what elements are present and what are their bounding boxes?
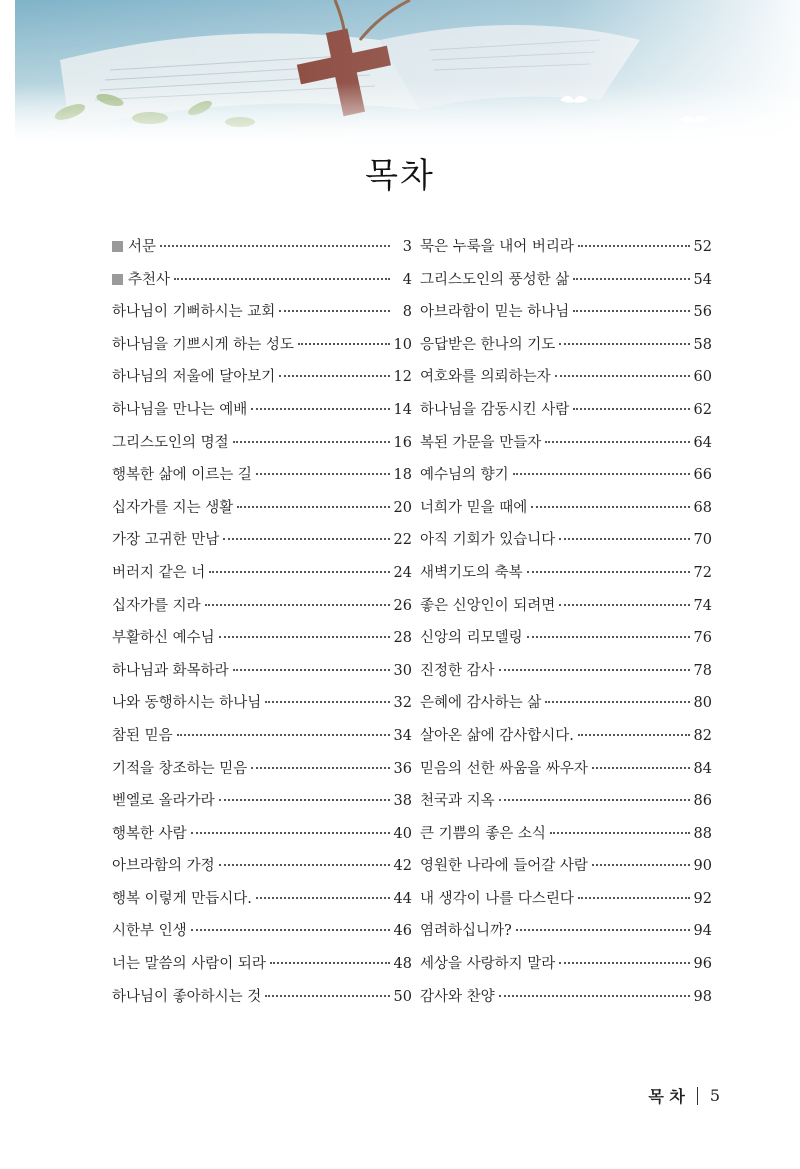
toc-entry-title-text: 아브라함의 가정 [112, 858, 215, 875]
toc-entry-title [420, 464, 509, 486]
toc-entry [112, 529, 412, 562]
header-banner-image [0, 0, 800, 150]
toc-entry [420, 725, 712, 758]
dot-leader [191, 929, 390, 931]
toc-entry-title [420, 920, 512, 942]
toc-entry-page: 86 [693, 793, 712, 810]
toc-entry-title [420, 692, 541, 714]
toc-entry-title [112, 269, 170, 291]
toc-entry-title [112, 301, 275, 323]
toc-entry-title [420, 399, 569, 421]
dot-leader [233, 669, 390, 671]
toc-entry [420, 855, 712, 888]
toc-entry-title-text: 내 생각이 나를 다스린다 [420, 890, 574, 907]
dot-leader [559, 962, 689, 964]
toc-entry-page: 74 [693, 597, 712, 614]
dot-leader [237, 506, 389, 508]
toc-entry-title-text: 은혜에 감사하는 삶 [420, 695, 542, 712]
toc-entry-title-text: 하나님과 화목하라 [112, 662, 229, 679]
toc-entry-page: 20 [393, 499, 412, 516]
toc-entry [420, 823, 712, 856]
toc-entry-page: 3 [402, 239, 412, 255]
toc-entry [420, 920, 712, 953]
toc-entry [420, 986, 712, 1019]
toc-entry [112, 986, 412, 1019]
toc-entry-title [420, 497, 527, 519]
toc-entry-title [420, 986, 495, 1008]
toc-entry [112, 432, 412, 465]
toc-entry-title-text: 벧엘로 올라가라 [112, 793, 215, 810]
toc-entry-page: 80 [693, 695, 712, 712]
toc-entry-page: 52 [693, 239, 712, 255]
toc-entry-title [112, 920, 187, 942]
dot-leader [531, 506, 689, 508]
toc-entry [112, 366, 412, 399]
toc-entry-title-text: 살아온 삶에 감사합시다. [420, 727, 574, 744]
toc-entry [420, 529, 712, 562]
dot-leader [219, 636, 390, 638]
toc-entry-title-text: 염려하십니까? [420, 923, 512, 940]
dot-leader [513, 473, 690, 475]
toc-entry-title [420, 366, 551, 388]
toc-entry [112, 269, 412, 302]
dot-leader [279, 310, 390, 312]
toc-entry-title [112, 562, 205, 584]
page-footer [648, 1084, 720, 1107]
toc-entry-title-text: 하나님을 감동시킨 사람 [420, 401, 570, 418]
dot-leader [573, 310, 689, 312]
toc-entry-page: 18 [393, 467, 412, 484]
footer-section-label: 목 차 [648, 1087, 685, 1106]
toc-entry-title [112, 823, 187, 845]
toc-entry-title-text: 감사와 찬양 [420, 988, 495, 1005]
toc-entry-title [112, 725, 173, 747]
toc-entry-title-text: 부활하신 예수님 [112, 630, 215, 647]
toc-entry-title [112, 497, 233, 519]
toc-entry-page: 22 [393, 532, 412, 549]
toc-entry-title [420, 790, 495, 812]
toc-entry-title [420, 855, 588, 877]
toc-entry-title-text: 너희가 믿을 때에 [420, 499, 528, 516]
dot-leader [205, 604, 390, 606]
toc-entry [420, 758, 712, 791]
toc-entry-title [112, 660, 229, 682]
toc-entry-title-text: 천국과 지옥 [420, 793, 495, 810]
dot-leader [499, 799, 690, 801]
toc-entry-title-text: 응답받은 한나의 기도 [420, 336, 556, 353]
toc-entry-title-text: 복된 가문을 만들자 [420, 434, 542, 451]
toc-entry-title [112, 399, 247, 421]
toc-entry-title [112, 888, 252, 910]
toc-entry [112, 399, 412, 432]
page-title: 목차 [365, 156, 435, 196]
toc-entry [420, 269, 712, 302]
dot-leader [219, 799, 390, 801]
toc-entry [112, 660, 412, 693]
toc-entry-title-text: 좋은 신앙인이 되려면 [420, 597, 556, 614]
dot-leader [209, 571, 389, 573]
toc-entry-title-text: 행복한 삶에 이르는 길 [112, 467, 252, 484]
footer-page-number: 5 [709, 1086, 720, 1105]
toc-entry [420, 366, 712, 399]
dot-leader [592, 767, 690, 769]
toc-entry-title [420, 758, 588, 780]
toc-entry [112, 301, 412, 334]
toc-entry-page: 36 [393, 760, 412, 777]
toc-entry [420, 399, 712, 432]
toc-entry-page: 38 [393, 793, 412, 810]
toc-entry [112, 920, 412, 953]
toc-entry [112, 497, 412, 530]
toc-entry-title [112, 432, 229, 454]
toc-entry-page: 76 [693, 630, 712, 647]
dot-leader [223, 538, 389, 540]
toc-entry-page: 66 [693, 467, 712, 484]
toc-entry-title-text: 예수님의 향기 [420, 467, 509, 484]
toc-entry-title [112, 953, 266, 975]
toc-entry [112, 692, 412, 725]
toc-entry-page: 68 [693, 499, 712, 516]
toc-entry [420, 888, 712, 921]
toc-entry [112, 334, 412, 367]
toc-entry-title [420, 236, 574, 258]
toc-entry-page: 28 [393, 630, 412, 647]
toc-entry [112, 953, 412, 986]
dot-leader [559, 538, 689, 540]
toc-entry [420, 432, 712, 465]
toc-entry-title [420, 888, 574, 910]
dot-leader [516, 929, 690, 931]
toc-entry [112, 888, 412, 921]
toc-entry-page: 64 [693, 434, 712, 451]
square-bullet-icon [112, 241, 123, 252]
toc-entry-title [112, 595, 201, 617]
toc-entry-title-text: 참된 믿음 [112, 727, 173, 744]
toc-entry-title-text: 묵은 누룩을 내어 버리라 [420, 239, 574, 255]
toc-entry-title-text: 그리스도인의 명절 [112, 434, 229, 451]
dot-leader [270, 962, 390, 964]
toc-entry-title-text: 시한부 인생 [112, 923, 187, 940]
toc-entry [112, 725, 412, 758]
toc-entry-title-text: 행복 이렇게 만듭시다. [112, 890, 252, 907]
toc-entry-page: 78 [693, 662, 712, 679]
dot-leader [559, 604, 689, 606]
toc-entry-title [112, 464, 252, 486]
dot-leader [555, 375, 690, 377]
toc-entry-title [420, 953, 555, 975]
toc-entry-title [112, 236, 156, 258]
toc-entry-title [112, 529, 219, 551]
toc-entry [420, 236, 712, 269]
dot-leader [298, 343, 390, 345]
toc-entry-title-text: 아직 기회가 있습니다 [420, 532, 556, 549]
dot-leader [219, 864, 390, 866]
toc-entry-page: 26 [393, 597, 412, 614]
toc-entry [420, 692, 712, 725]
dot-leader [191, 832, 390, 834]
toc-entry-page: 92 [693, 890, 712, 907]
toc-entry-title [420, 627, 523, 649]
toc-entry-title-text: 신앙의 리모델링 [420, 630, 523, 647]
toc-entry [420, 660, 712, 693]
toc-entry [420, 790, 712, 823]
toc-entry-page: 46 [393, 923, 412, 940]
toc-entry-title-text: 영원한 나라에 들어갈 사람 [420, 858, 588, 875]
toc-entry-title-text: 가장 고귀한 만남 [112, 532, 220, 549]
toc-entry-title [112, 855, 215, 877]
toc-entry-page: 42 [393, 858, 412, 875]
toc-entry-page: 62 [693, 401, 712, 418]
toc-entry-page: 40 [393, 825, 412, 842]
toc-entry-title-text: 아브라함이 믿는 하나님 [420, 304, 570, 321]
toc-entry-title [112, 790, 215, 812]
toc-entry-title-text: 서문 [128, 239, 157, 255]
toc-entry-title [420, 660, 495, 682]
toc-entry-title-text: 하나님을 기쁘시게 하는 성도 [112, 336, 294, 353]
toc-entry-title [420, 301, 569, 323]
toc-entry-page: 58 [693, 336, 712, 353]
toc-entry-title-text: 하나님을 만나는 예배 [112, 401, 248, 418]
dot-leader [265, 701, 389, 703]
dot-leader [573, 278, 689, 280]
toc-entry-page: 4 [402, 271, 412, 288]
toc-entry-title [420, 823, 546, 845]
dot-leader [545, 441, 689, 443]
toc-entry [420, 627, 712, 660]
toc-entry-title-text: 진정한 감사 [420, 662, 495, 679]
toc-entry-title-text: 세상을 사랑하지 말라 [420, 956, 556, 973]
toc-left-column [112, 236, 412, 1018]
toc-entry-title-text: 나와 동행하시는 하나님 [112, 695, 262, 712]
toc-entry [112, 627, 412, 660]
dot-leader [265, 995, 389, 997]
toc-entry-title-text: 큰 기쁨의 좋은 소식 [420, 825, 546, 842]
toc-entry-page: 88 [693, 825, 712, 842]
toc-entry-title-text: 행복한 사람 [112, 825, 187, 842]
dot-leader [251, 408, 389, 410]
toc-entry [112, 823, 412, 856]
toc-entry [112, 595, 412, 628]
toc-entry-title [420, 725, 574, 747]
toc-entry-title-text: 추천사 [128, 271, 171, 288]
toc-entry-page: 30 [393, 662, 412, 679]
toc-entry-title [112, 692, 261, 714]
toc-entry-title [420, 269, 569, 291]
toc-entry [112, 758, 412, 791]
toc-entry-page: 16 [393, 434, 412, 451]
dot-leader [578, 734, 690, 736]
toc-entry-page: 94 [693, 923, 712, 940]
toc-entry-title-text: 여호와를 의뢰하는자 [420, 369, 551, 386]
toc-entry-title [420, 562, 523, 584]
toc-entry-title-text: 버러지 같은 너 [112, 564, 206, 581]
toc-entry-page: 70 [693, 532, 712, 549]
toc-entry-page: 56 [693, 304, 712, 321]
toc-entry-title-text: 믿음의 선한 싸움을 싸우자 [420, 760, 588, 777]
toc-entry-title [420, 334, 555, 356]
dot-leader [527, 636, 690, 638]
toc-entry-title-text: 십자가를 지라 [112, 597, 201, 614]
toc-entry-page: 90 [693, 858, 712, 875]
footer-divider [697, 1087, 698, 1105]
dot-leader [499, 669, 690, 671]
dot-leader [550, 832, 690, 834]
toc-entry [112, 790, 412, 823]
toc-entry-title-text: 그리스도인의 풍성한 삶 [420, 271, 570, 288]
toc-entry [112, 562, 412, 595]
dot-leader [233, 441, 390, 443]
toc-entry-title-text: 하나님이 기뻐하시는 교회 [112, 304, 276, 321]
toc-entry-title [112, 366, 275, 388]
dot-leader [578, 245, 690, 247]
toc-entry-page: 98 [693, 988, 712, 1005]
toc-entry-title-text: 십자가를 지는 생활 [112, 499, 234, 516]
toc-entry-page: 48 [393, 956, 412, 973]
dot-leader [279, 375, 389, 377]
dot-leader [160, 245, 390, 247]
toc-entry-title [112, 627, 215, 649]
toc-entry-page: 96 [693, 956, 712, 973]
dot-leader [256, 897, 390, 899]
toc-entry [420, 464, 712, 497]
dot-leader [174, 278, 390, 280]
toc-entry-page: 44 [393, 890, 412, 907]
toc-entry-page: 54 [693, 271, 712, 288]
toc-entry-title [420, 529, 555, 551]
dot-leader [177, 734, 390, 736]
toc-entry-title-text: 새벽기도의 축복 [420, 564, 523, 581]
toc-entry-title [112, 758, 247, 780]
toc-entry [420, 497, 712, 530]
toc-entry-page: 24 [393, 564, 412, 581]
toc-entry-title [112, 334, 294, 356]
toc-entry-title-text: 하나님이 좋아하시는 것 [112, 988, 262, 1005]
toc-entry-page: 50 [393, 988, 412, 1005]
toc-entry [112, 464, 412, 497]
toc-entry-title [420, 432, 541, 454]
dot-leader [256, 473, 390, 475]
toc-entry-page: 72 [693, 564, 712, 581]
dot-leader [573, 408, 689, 410]
toc-entry-title-text: 하나님의 저울에 달아보기 [112, 369, 276, 386]
toc-entry-page: 60 [693, 369, 712, 386]
dot-leader [578, 897, 690, 899]
toc-entry [420, 301, 712, 334]
toc-entry-title-text: 기적을 창조하는 믿음 [112, 760, 248, 777]
toc-entry-page: 14 [393, 401, 412, 418]
toc-entry [420, 334, 712, 367]
toc-entry [420, 595, 712, 628]
toc-entry-title [420, 595, 555, 617]
dot-leader [499, 995, 690, 997]
toc-entry-page: 34 [393, 727, 412, 744]
toc-entry-page: 10 [393, 336, 412, 353]
toc-entry-page: 8 [402, 304, 412, 321]
square-bullet-icon [112, 274, 123, 285]
toc-entry-title-text: 너는 말씀의 사람이 되라 [112, 956, 266, 973]
dot-leader [559, 343, 689, 345]
toc-entry [420, 953, 712, 986]
toc-entry [112, 855, 412, 888]
toc-entry-page: 12 [393, 369, 412, 386]
toc-entry-page: 82 [693, 727, 712, 744]
toc-entry [112, 236, 412, 269]
toc-entry [420, 562, 712, 595]
dot-leader [527, 571, 690, 573]
dot-leader [592, 864, 690, 866]
toc-entry-page: 32 [393, 695, 412, 712]
toc-entry-title [112, 986, 261, 1008]
toc-right-column [420, 236, 712, 1018]
dot-leader [251, 767, 389, 769]
toc-entry-page: 84 [693, 760, 712, 777]
dot-leader [545, 701, 689, 703]
